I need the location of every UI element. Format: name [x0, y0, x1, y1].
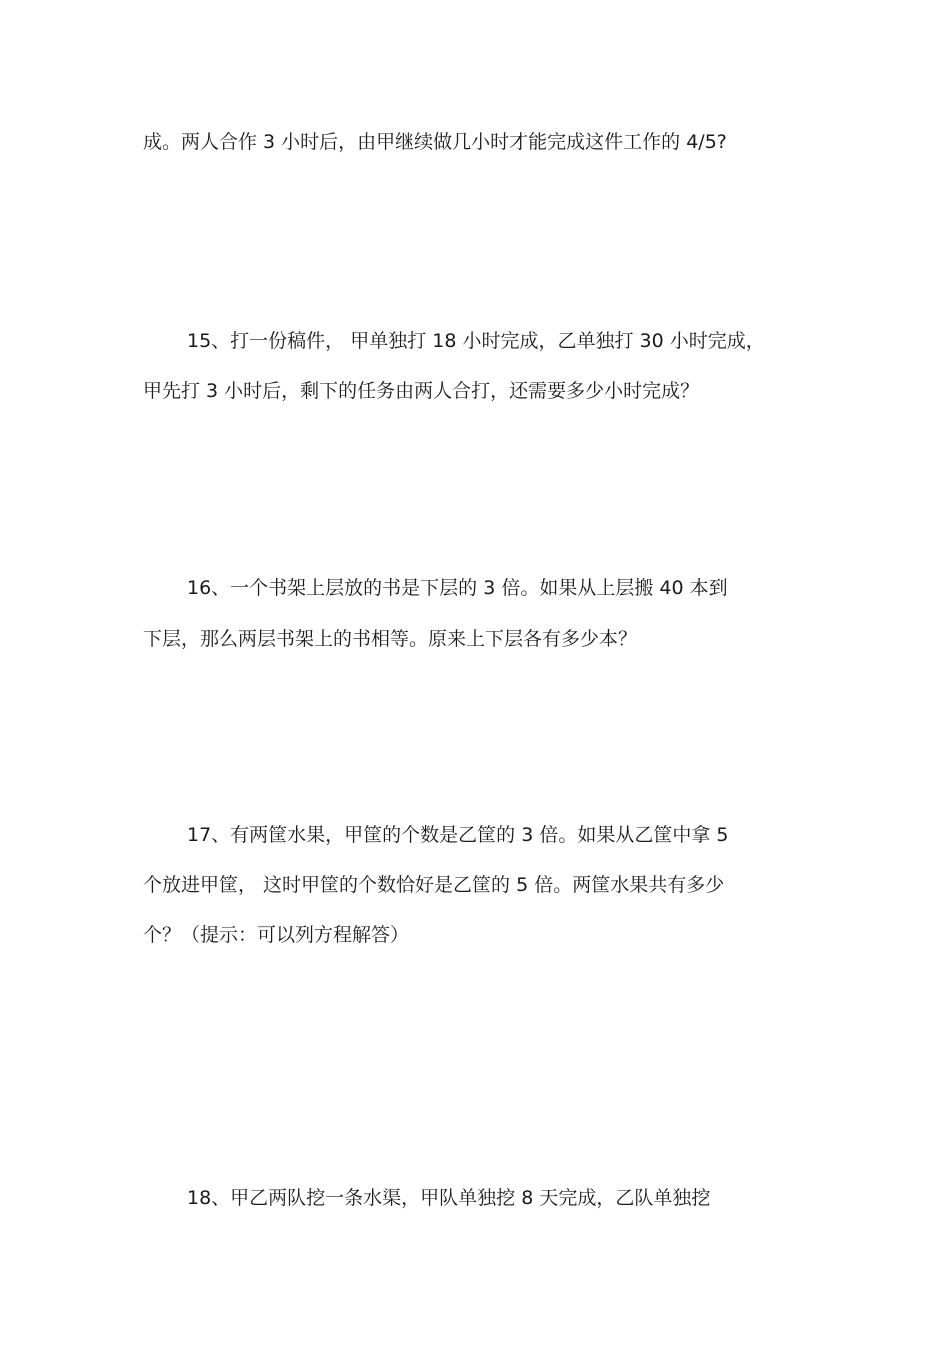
problem-16-line-2: 下层，那么两层书架上的书相等。原来上下层各有多少本？ — [143, 628, 638, 650]
problem-17-line-2: 个放进甲筐， 这时甲筐的个数恰好是乙筐的 5 倍。两筐水果共有多少 — [143, 874, 725, 896]
problem-15-line-1: 15、打一份稿件， 甲单独打 18 小时完成，乙单独打 30 小时完成， — [187, 330, 765, 352]
problem-18-line-1: 18、甲乙两队挖一条水渠，甲队单独挖 8 天完成，乙队单独挖 — [187, 1187, 711, 1209]
problem-15-line-2: 甲先打 3 小时后，剩下的任务由两人合打，还需要多少小时完成？ — [143, 380, 700, 402]
problem-14-continuation-line: 成。两人合作 3 小时后，由甲继续做几小时才能完成这件工作的 4/5? — [143, 131, 727, 153]
problem-16-line-1: 16、一个书架上层放的书是下层的 3 倍。如果从上层搬 40 本到 — [187, 577, 728, 599]
problem-17-line-3: 个？（提示：可以列方程解答） — [143, 924, 410, 946]
problem-17-line-1: 17、有两筐水果，甲筐的个数是乙筐的 3 倍。如果从乙筐中拿 5 — [187, 824, 729, 846]
